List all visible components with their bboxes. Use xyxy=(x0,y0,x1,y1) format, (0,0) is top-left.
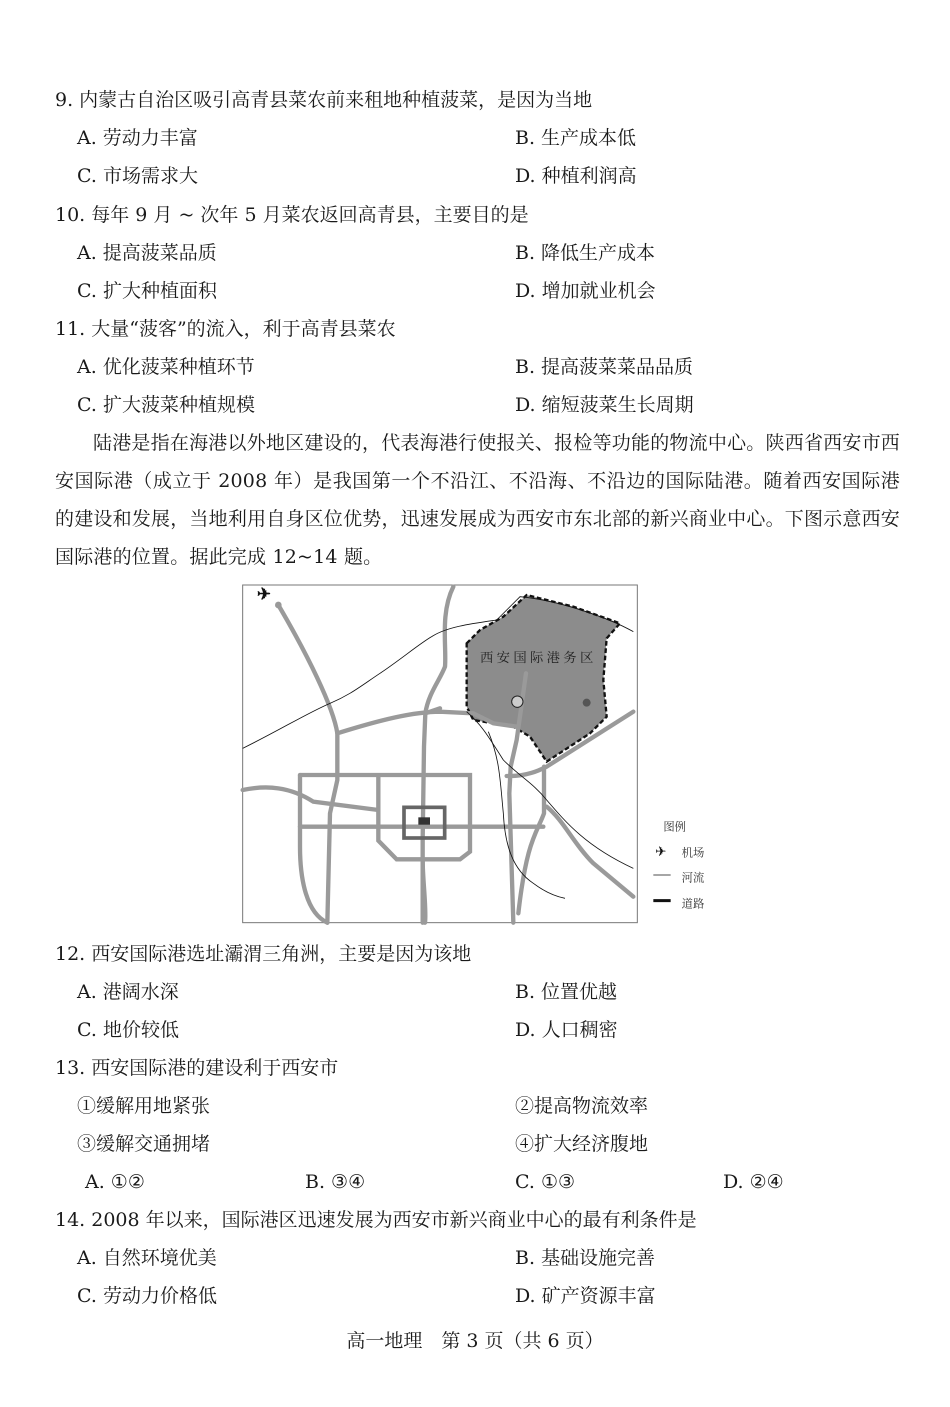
question-10-stem: 10. 每年 9 月 ~ 次年 5 月菜农返回高青县，主要目的是 xyxy=(55,204,529,226)
q13-option-b: B. ③④ xyxy=(305,1171,366,1193)
question-13-stem: 13. 西安国际港的建设利于西安市 xyxy=(55,1057,339,1079)
question-11-stem: 11. 大量“菠客”的流入，利于高青县菜农 xyxy=(55,318,396,340)
q11-option-a: A. 优化菠菜种植环节 xyxy=(77,356,255,378)
q11-option-d: D. 缩短菠菜生长周期 xyxy=(515,394,694,416)
xian-port-location-map xyxy=(240,580,720,930)
airport-dot xyxy=(275,602,282,609)
q12-option-c: C. 地价较低 xyxy=(77,1019,179,1041)
q9-option-b: B. 生产成本低 xyxy=(515,127,637,149)
legend-airport-label: 机场 xyxy=(681,845,705,860)
q10-option-b: B. 降低生产成本 xyxy=(515,242,656,264)
legend-river-label: 河流 xyxy=(681,870,705,885)
port-airport-marker-icon xyxy=(583,699,591,707)
port-area-label: 西安国际港务区 xyxy=(480,651,597,666)
q10-option-a: A. 提高菠菜品质 xyxy=(77,242,217,264)
q13-statement-4: ④扩大经济腹地 xyxy=(515,1133,649,1155)
q9-option-a: A. 劳动力丰富 xyxy=(77,127,198,149)
q13-statement-2: ②提高物流效率 xyxy=(515,1095,649,1117)
airplane-icon: ✈ xyxy=(655,845,667,860)
q12-option-a: A. 港阔水深 xyxy=(77,981,179,1003)
q9-option-d: D. 种植利润高 xyxy=(515,165,637,187)
q12-option-d: D. 人口稠密 xyxy=(515,1019,618,1041)
port-marker-icon xyxy=(512,696,523,707)
q14-option-b: B. 基础设施完善 xyxy=(515,1247,656,1269)
q13-option-c: C. ①③ xyxy=(515,1171,576,1193)
q13-statement-1: ①缓解用地紧张 xyxy=(77,1095,211,1117)
question-12-stem: 12. 西安国际港选址灞渭三角洲，主要是因为该地 xyxy=(55,943,472,965)
page-footer: 高一地理 第 3 页（共 6 页） xyxy=(346,1330,604,1352)
q9-option-c: C. 市场需求大 xyxy=(77,165,198,187)
q14-option-d: D. 矿产资源丰富 xyxy=(515,1285,656,1307)
bell-tower-icon xyxy=(418,817,430,824)
q14-option-c: C. 劳动力价格低 xyxy=(77,1285,217,1307)
legend-title: 图例 xyxy=(663,819,687,834)
airplane-icon: ✈ xyxy=(257,583,271,604)
legend-road-label: 道路 xyxy=(681,896,705,911)
q14-option-a: A. 自然环境优美 xyxy=(77,1247,217,1269)
q13-option-d: D. ②④ xyxy=(723,1171,784,1193)
question-14-stem: 14. 2008 年以来，国际港区迅速发展为西安市新兴商业中心的最有利条件是 xyxy=(55,1209,697,1231)
q11-option-b: B. 提高菠菜菜品品质 xyxy=(515,356,694,378)
q11-option-c: C. 扩大菠菜种植规模 xyxy=(77,394,255,416)
q10-option-d: D. 增加就业机会 xyxy=(515,280,656,302)
q13-statement-3: ③缓解交通拥堵 xyxy=(77,1133,211,1155)
q12-option-b: B. 位置优越 xyxy=(515,981,618,1003)
q10-option-c: C. 扩大种植面积 xyxy=(77,280,217,302)
question-9-stem: 9. 内蒙古自治区吸引高青县菜农前来租地种植菠菜，是因为当地 xyxy=(55,89,593,111)
q13-option-a: A. ①② xyxy=(85,1171,145,1193)
reading-passage: 陆港是指在海港以外地区建设的，代表海港行使报关、报检等功能的物流中心。陕西省西安市西安国际港（成立于 2008 年）是我国第一个不沿江、不沿海、不沿边的国际陆港。随着西安国际港的建设和发展，当地利用自身区位优势，迅速发展成为西安市东北部的新兴商业中心。下图示意西安国际港的位置。据此完成 12~14 题。 xyxy=(55,432,900,568)
